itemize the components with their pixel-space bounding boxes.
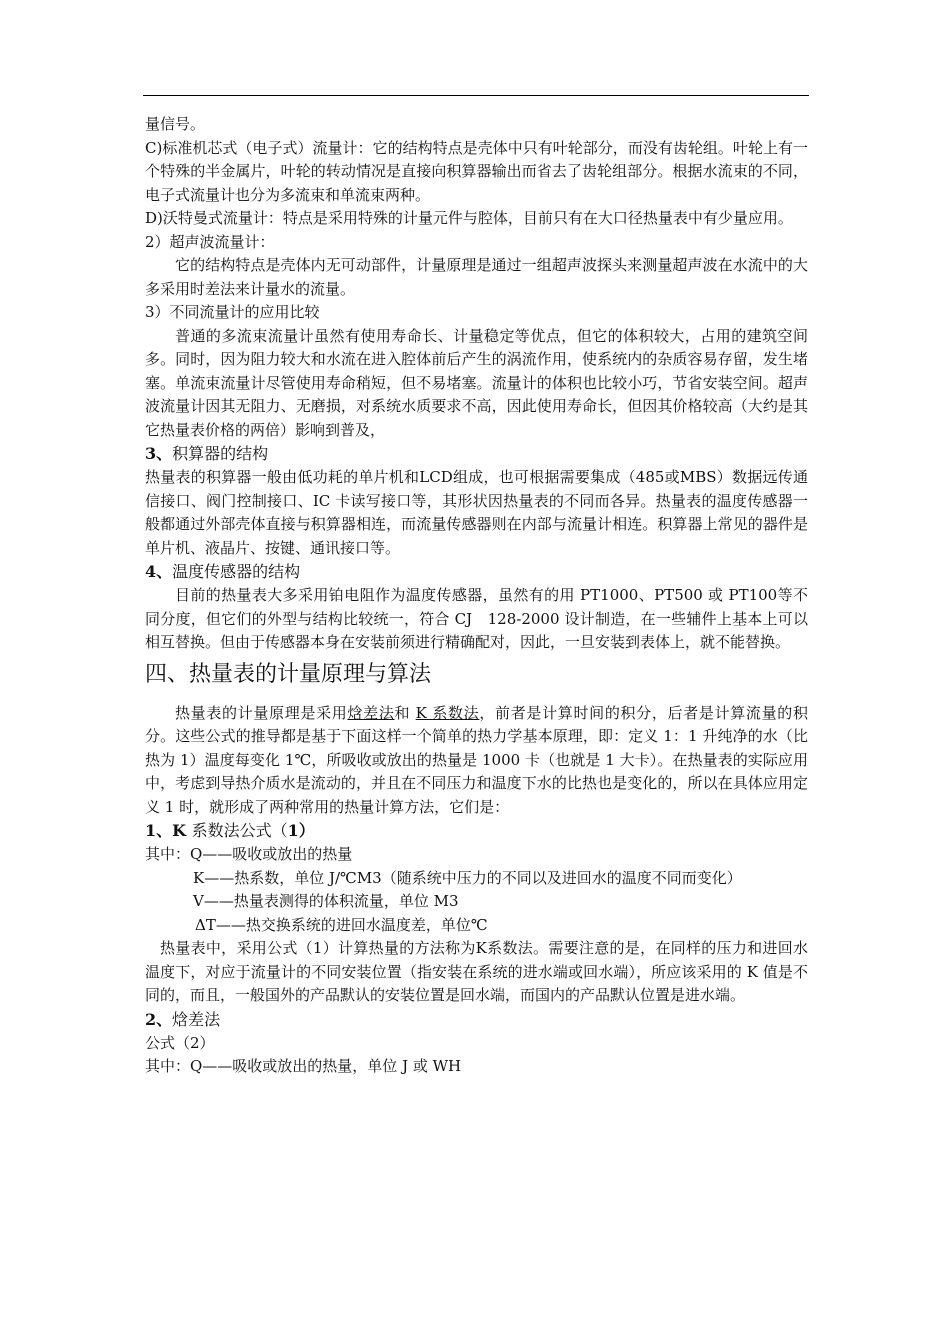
paragraph: 热量表中，采用公式（1）计算热量的方法称为K系数法。需要注意的是，在同样的压力和进回水温度下，对应于流量计的不同安装位置（指安装在系统的进水端或回水端），所应该采用的 K 值是不同的，而且，一般国外的产品默认的安装位置是回水端，而国内的产品默认位置是进水端。	[145, 939, 808, 1004]
paragraph: C)标准机芯式（电子式）流量计：它的结构特点是壳体中只有叶轮部分，而没有齿轮组。叶轮上有一个特殊的半金属片，叶轮的转动情况是直接向积算器输出而省去了齿轮组部分。根据水流束的不同，电子式流量计也分为多流束和单流束两种。	[145, 138, 808, 204]
heading-number: 3、	[145, 444, 173, 463]
subheading: 3）不同流量计的应用比较	[145, 303, 320, 321]
definition-line: 其中：Q——吸收或放出的热量	[145, 845, 353, 863]
definition-line: V——热量表测得的体积流量，单位 M3	[193, 892, 459, 910]
document-body	[145, 113, 808, 1079]
paragraph	[145, 702, 808, 820]
section-heading-4	[145, 560, 808, 584]
paragraph: 目前的热量表大多采用铂电阻作为温度传感器，虽然有的用 PT1000、PT500 或 PT100等不同分度，但它们的外型与结构比较统一，符合 CJ 128-2000 设计制造，在一些辅件上基本上可以相互替换。但由于传感器本身在安装前须进行精确配对，因此，一旦安装到表体上，就不能替换。	[145, 586, 808, 651]
definition-line: ΔT——热交换系统的进回水温度差，单位℃	[195, 915, 488, 934]
paragraph: 它的结构特点是壳体内无可动部件，计量原理是通过一组超声波探头来测量超声波在水流中的大多采用时差法来计量水的流量。	[145, 256, 808, 298]
section-heading-3	[145, 442, 808, 466]
text-run: 和	[394, 703, 416, 722]
heading-number: 1、K	[145, 821, 192, 840]
subheading: 2）超声波流量计：	[145, 232, 275, 251]
heading-text: 焓差法	[172, 1009, 221, 1029]
text-run: 热量表的计量原理是采用	[175, 703, 348, 722]
heading-number: 2、	[145, 1009, 173, 1029]
heading-text: 温度传感器的结构	[172, 562, 301, 581]
heading-text: 积算器的结构	[172, 444, 269, 463]
k-coefficient-method-link[interactable]: K 系数法	[415, 703, 480, 722]
definition-line: K——热系数，单位 J/℃M3（随系统中压力的不同以及进回水的温度不同而变化）	[193, 868, 742, 887]
heading-end: 1）	[287, 821, 315, 840]
text-run: ，前者是计算时间的积分，后者是计算流量的积分。这些公式的推导都是基于下面这样一个简单的热力学基本原理，即：定义 1：1 升纯净的水（比热为 1）温度每变化 1℃，所吸收或放出的热量是 1000 卡（也就是 1 大卡）。在热量表的实际应用中，考虑到导热介质水是流动的，并且在不同压力和温度下水的比热也是变化的，所以在具体应用定义 1 时，就形成了两种常用的热量计算方法，它们是：	[145, 703, 808, 816]
enthalpy-method-link[interactable]: 焓差法	[347, 703, 395, 722]
paragraph: 热量表的积算器一般由低功耗的单片机和LCD组成，也可根据需要集成（485或MBS）数据远传通信接口、阀门控制接口、IC 卡读写接口等，其形状因热量表的不同而各异。热量表的温度传感器一般都通过外部壳体直接与积算器相连，而流量传感器则在内部与流量计相连。积算器上常见的器件是单片机、液晶片、按键、通讯接口等。	[145, 468, 808, 557]
paragraph: D)沃特曼式流量计：特点是采用特殊的计量元件与腔体，目前只有在大口径热量表中有少量应用。	[145, 209, 793, 227]
header-rule	[143, 95, 809, 96]
section-heading-k	[145, 819, 808, 843]
formula-label: 公式（2）	[145, 1033, 215, 1052]
chapter-heading: 四、热量表的计量原理与算法	[145, 661, 432, 687]
definition-line: 其中：Q——吸收或放出的热量，单位 J 或 WH	[145, 1057, 462, 1075]
section-heading-enthalpy	[145, 1008, 808, 1032]
paragraph: 普通的多流束流量计虽然有使用寿命长、计量稳定等优点，但它的体积较大，占用的建筑空间多。同时，因为阻力较大和水流在进入腔体前后产生的涡流作用，使系统内的杂质容易存留，发生堵塞。单流束流量计尽管使用寿命稍短，但不易堵塞。流量计的体积也比较小巧，节省安装空间。超声波流量计因其无阻力、无磨损，对系统水质要求不高，因此使用寿命长，但因其价格较高（大约是其它热量表价格的两倍）影响到普及，	[145, 326, 808, 439]
heading-text: 系数法公式（	[191, 821, 288, 840]
heading-number: 4、	[145, 562, 173, 581]
paragraph: 量信号。	[145, 115, 206, 133]
